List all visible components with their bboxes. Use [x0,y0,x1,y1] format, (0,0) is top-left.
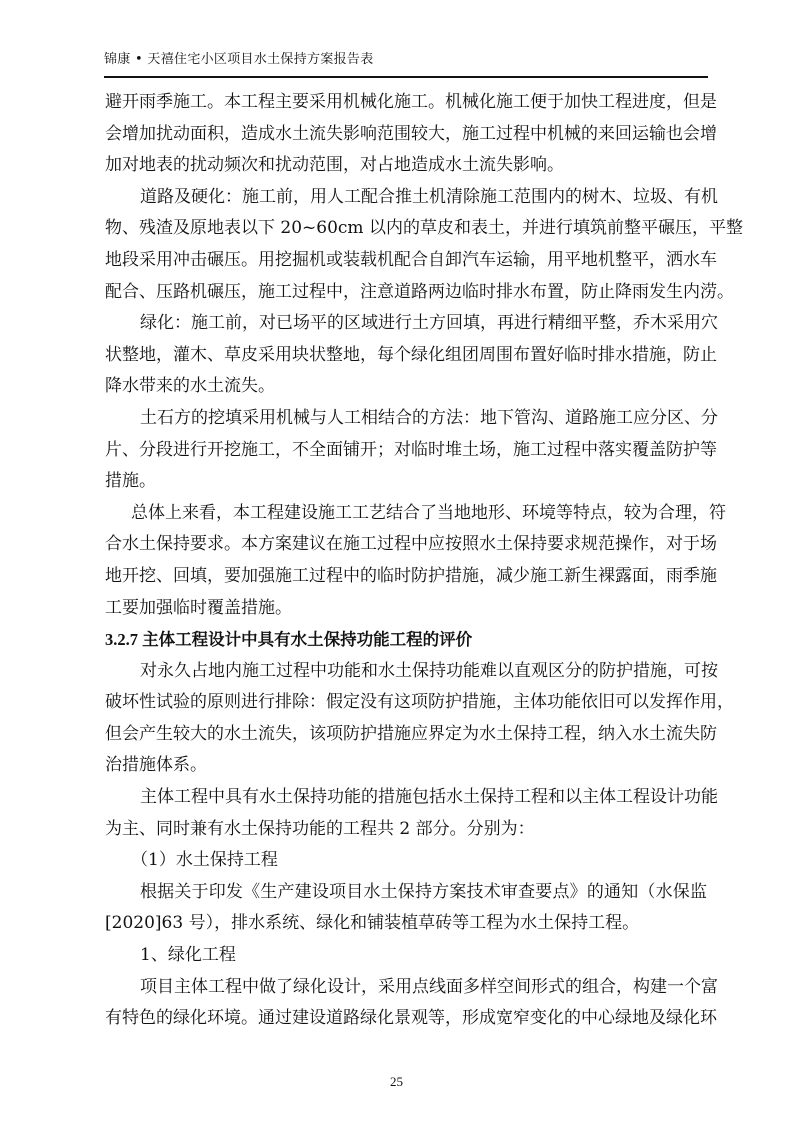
section-heading: 3.2.7 主体工程设计中具有水土保持功能工程的评价 [105,630,473,650]
text-line: 治措施体系。 [105,755,207,776]
text-line: 有特色的绿化环境。通过建设道路绿化景观等，形成宽窄变化的中心绿地及绿化环 [105,1008,717,1029]
text-line: 降水带来的水土流失。 [105,376,275,397]
text-line: 片、分段进行开挖施工，不全面铺开；对临时堆土场，施工过程中落实覆盖防护等 [105,439,717,460]
text-line: 地开挖、回填，要加强施工过程中的临时防护措施，减少施工新生裸露面，雨季施 [105,565,717,586]
text-line: [2020]63 号），排水系统、绿化和铺装植草砖等工程为水土保持工程。 [105,913,640,934]
text-line: 避开雨季施工。本工程主要采用机械化施工。机械化施工便于加快工程进度，但是 [105,92,717,112]
text-line: 措施。 [105,471,156,492]
text-line: 总体上来看，本工程建设施工工艺结合了当地地形、环境等特点，较为合理，符 [131,502,726,523]
header-rule [104,76,708,78]
text-line: 状整地，灌木、草皮采用块状整地，每个绿化组团周围布置好临时排水措施，防止 [105,344,717,365]
text-line: 工要加强临时覆盖措施。 [105,597,292,618]
text-line: （1）水土保持工程 [131,850,278,871]
page-number: 25 [390,1074,403,1089]
text-line: 会增加扰动面积，造成水土流失影响范围较大，施工过程中机械的来回运输也会增 [105,123,717,144]
text-line: 破坏性试验的原则进行排除：假定没有这项防护措施，主体功能依旧可以发挥作用， [105,692,734,713]
text-line: 地段采用冲击碾压。用挖掘机或装载机配合自卸汽车运输，用平地机整平，洒水车 [105,249,717,270]
text-line: 但会产生较大的水土流失，该项防护措施应界定为水土保持工程，纳入水土流失防 [105,723,717,744]
text-line: 土石方的挖填采用机械与人工相结合的方法：地下管沟、道路施工应分区、分 [140,407,718,428]
text-line: 加对地表的扰动频次和扰动范围，对占地造成水土流失影响。 [105,155,564,176]
text-line: 配合、压路机碾压，施工过程中，注意道路两边临时排水布置，防止降雨发生内涝。 [105,281,734,302]
document-body [105,87,743,1035]
running-header: 锦康 • 天禧住宅小区项目水土保持方案报告表 [104,52,374,67]
text-line: 物、残渣及原地表以下 20~60cm 以内的草皮和表土，并进行填筑前整平碾压，平整 [105,218,743,239]
text-line: 项目主体工程中做了绿化设计，采用点线面多样空间形式的组合，构建一个富 [140,976,718,997]
text-line: 1、绿化工程 [140,945,236,966]
text-line: 绿化：施工前，对已场平的区域进行土方回填，再进行精细平整，乔木采用穴 [140,313,718,334]
text-line: 主体工程中具有水土保持功能的措施包括水土保持工程和以主体工程设计功能 [140,787,718,808]
text-line: 对永久占地内施工过程中功能和水土保持功能难以直观区分的防护措施，可按 [140,660,718,681]
text-line: 为主、同时兼有水土保持功能的工程共 2 部分。分别为： [105,818,535,839]
text-line: 根据关于印发《生产建设项目水土保持方案技术审查要点》的通知（水保监 [140,881,707,902]
text-line: 道路及硬化：施工前，用人工配合推土机清除施工范围内的树木、垃圾、有机 [140,186,718,207]
text-line: 合水土保持要求。本方案建议在施工过程中应按照水土保持要求规范操作，对于场 [105,534,717,555]
